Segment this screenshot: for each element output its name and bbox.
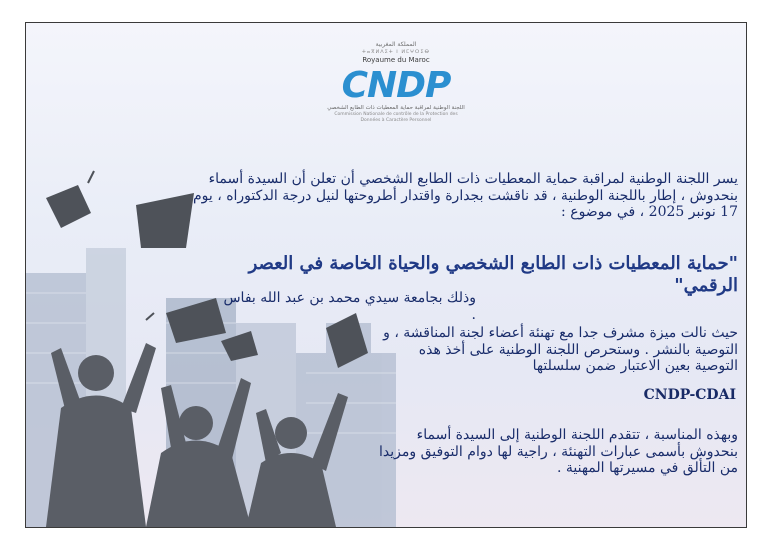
series-name: CNDP-CDAI [643, 387, 736, 403]
brand-wordmark: CNDP [341, 65, 451, 106]
kingdom-tifinagh: ⵜⴰⴳⵍⴷⵉⵜ ⵏ ⵍⵎⵖⵔⵉⴱ [362, 49, 430, 55]
distinction-paragraph: حيث نالت ميزة مشرف جدا مع تهنئة أعضاء لجنة المناقشة ، و التوصية بالنشر . وستحرص اللجنة الوطنية على أخذ هذه التوصية بعين الاعتبار ضمن سلسلتها [383, 325, 738, 374]
university-line: وذلك بجامعة سيدي محمد بن عبد الله بفاس . [223, 290, 476, 323]
kingdom-arabic: المملكة المغربية [375, 41, 417, 48]
brand-subtitle-french: Commission Nationale de contrôle de la Protection des Données à Caractère Personnel [334, 112, 458, 123]
announcement-card [25, 22, 747, 528]
congratulations-paragraph: وبهذه المناسبة ، تتقدم اللجنة الوطنية إلى السيدة أسماء بنحدوش بأسمى عبارات التهنئة ، راجية لها دوام التوفيق ومزيدا من التألق في مسيرتها المهنية . [379, 427, 738, 476]
cndp-logo [326, 41, 466, 124]
brand-subtitle-arabic: اللجنة الوطنية لمراقبة حماية المعطيات ذات الطابع الشخصي [327, 105, 465, 111]
intro-paragraph: يسر اللجنة الوطنية لمراقبة حماية المعطيات ذات الطابع الشخصي أن تعلن أن السيدة أسماء بنحدوش ، إطار باللجنة الوطنية ، قد ناقشت بجدارة واقتدار أطروحتها لنيل درجة الدكتوراه ، يوم 17 نونبر 2025 ، في موضوع : [192, 171, 738, 220]
kingdom-french: Royaume du Maroc [362, 56, 430, 64]
thesis-title: "حماية المعطيات ذات الطابع الشخصي والحياة الخاصة في العصر الرقمي" [248, 253, 738, 296]
